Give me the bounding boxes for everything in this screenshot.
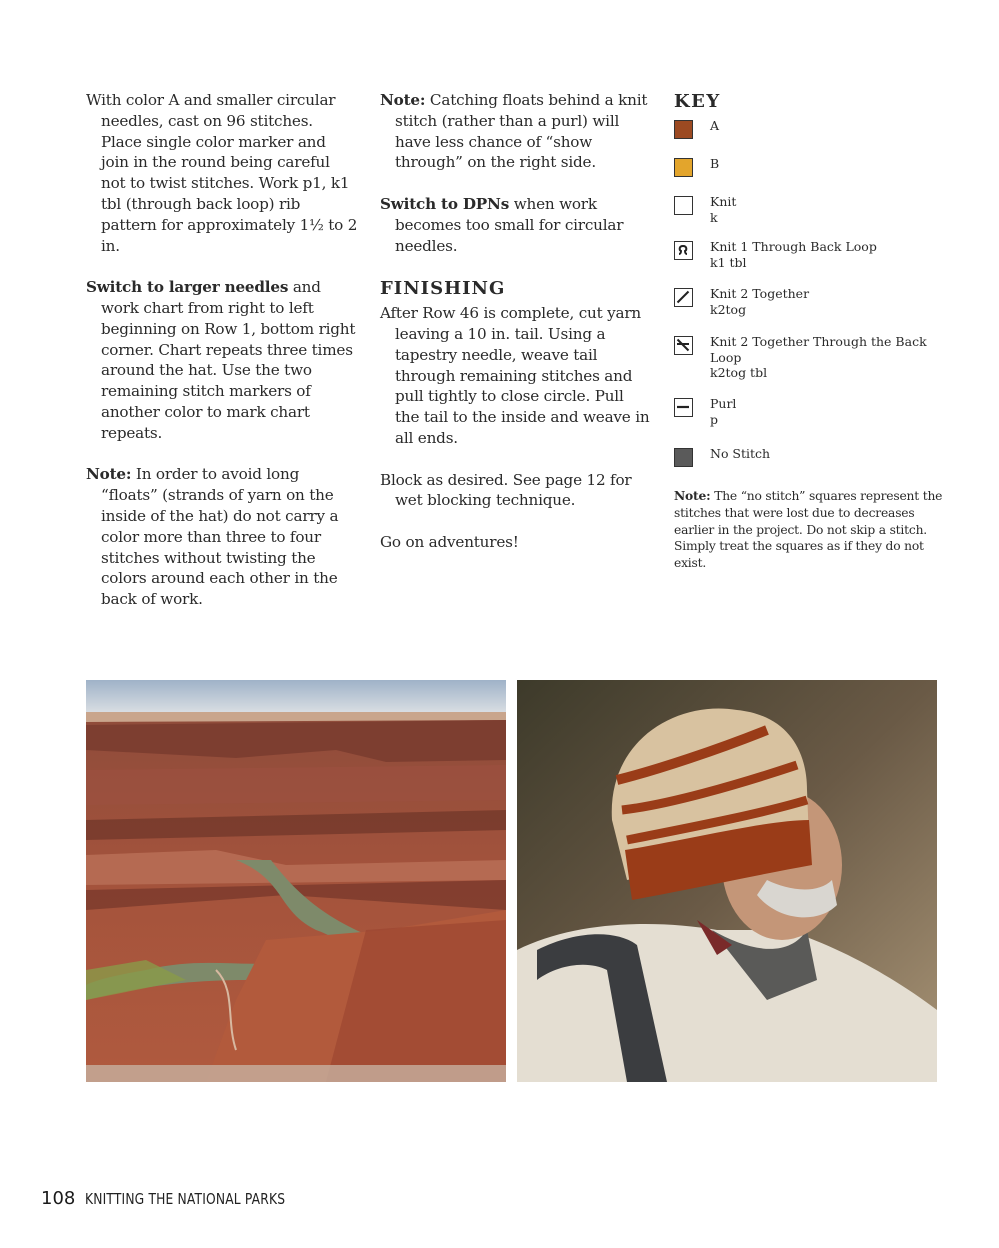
purl-symbol-icon xyxy=(674,398,693,417)
key-item-no-stitch: No Stitch xyxy=(674,448,944,474)
knit-2-together-tbl-icon xyxy=(674,336,693,355)
key-title: KEY xyxy=(674,91,721,112)
closing-line: Go on adventures! xyxy=(380,532,519,551)
canyon-photo xyxy=(86,680,506,1082)
blocking-paragraph: Block as desired. See page 12 for wet blocking technique. xyxy=(380,470,632,510)
book-title: KNITTING THE NATIONAL PARKS xyxy=(85,1190,286,1208)
knit-through-back-loop-icon xyxy=(674,241,693,260)
floats-note-paragraph: Note: In order to avoid long “floats” (strands of yarn on the inside of the hat) do not carry a color more than three to four stitches without twisting the colors around each other in the back of work. xyxy=(86,465,339,609)
key-item-color-b: B xyxy=(674,158,944,196)
color-a-swatch-icon xyxy=(674,120,693,139)
switch-dpns-lead: Switch to DPNs xyxy=(380,194,510,213)
hat-model-photo xyxy=(517,680,937,1082)
page-footer xyxy=(41,1186,329,1211)
key-item-knit-tbl: Knit 1 Through Back Loop k1 tbl xyxy=(674,241,944,288)
catching-floats-note: Note: Catching floats behind a knit stitch (rather than a purl) will have less chance of “show through” on the right side. xyxy=(380,91,648,172)
switch-dpns-paragraph: Switch to DPNs when work becomes too small for circular needles. xyxy=(380,194,624,255)
color-b-swatch-icon xyxy=(674,158,693,177)
knit-2-together-icon xyxy=(674,288,693,307)
knit-symbol-icon xyxy=(674,196,693,215)
no-stitch-swatch-icon xyxy=(674,448,693,467)
key-item-k2tog: Knit 2 Together k2tog xyxy=(674,288,944,336)
key-item-purl: Purl p xyxy=(674,398,944,448)
key-item-color-a: A xyxy=(674,120,944,158)
note-label: Note: xyxy=(674,488,711,503)
switch-needles-paragraph: Switch to larger needles and work chart from right to left beginning on Row 1, bottom right corner. Chart repeats three times around the hat. Use the two remaining stitch markers of another color to mark chart repeats. xyxy=(86,278,356,442)
note-label: Note: xyxy=(86,465,132,484)
key-item-k2tog-tbl: Knit 2 Together Through the Back Loop k2tog tbl xyxy=(674,336,944,398)
key-note: Note: The “no stitch” squares represent the stitches that were lost due to decreases earlier in the project. Do not skip a stitch. Simply treat the squares as if they do not exist. xyxy=(674,488,943,571)
page-number: 108 xyxy=(41,1188,76,1209)
instructions-column-2 xyxy=(380,90,652,574)
finishing-heading: FINISHING xyxy=(380,278,506,300)
stitch-key xyxy=(674,90,944,572)
finishing-paragraph: After Row 46 is complete, cut yarn leaving a 10 in. tail. Using a tapestry needle, weave tail through remaining stitches and pull tightly to close circle. Pull the tail to the inside and weave in all ends. xyxy=(380,304,650,447)
switch-needles-lead: Switch to larger needles xyxy=(86,278,289,297)
instructions-column-1 xyxy=(86,90,358,631)
cast-on-paragraph: With color A and smaller circular needles, cast on 96 stitches. Place single color marker and join in the round being careful not to twist stitches. Work p1, k1 tbl (through back loop) rib pattern for approximately 1½ to 2 in. xyxy=(86,91,358,255)
key-item-knit: Knit k xyxy=(674,196,944,241)
note-label: Note: xyxy=(380,91,426,109)
